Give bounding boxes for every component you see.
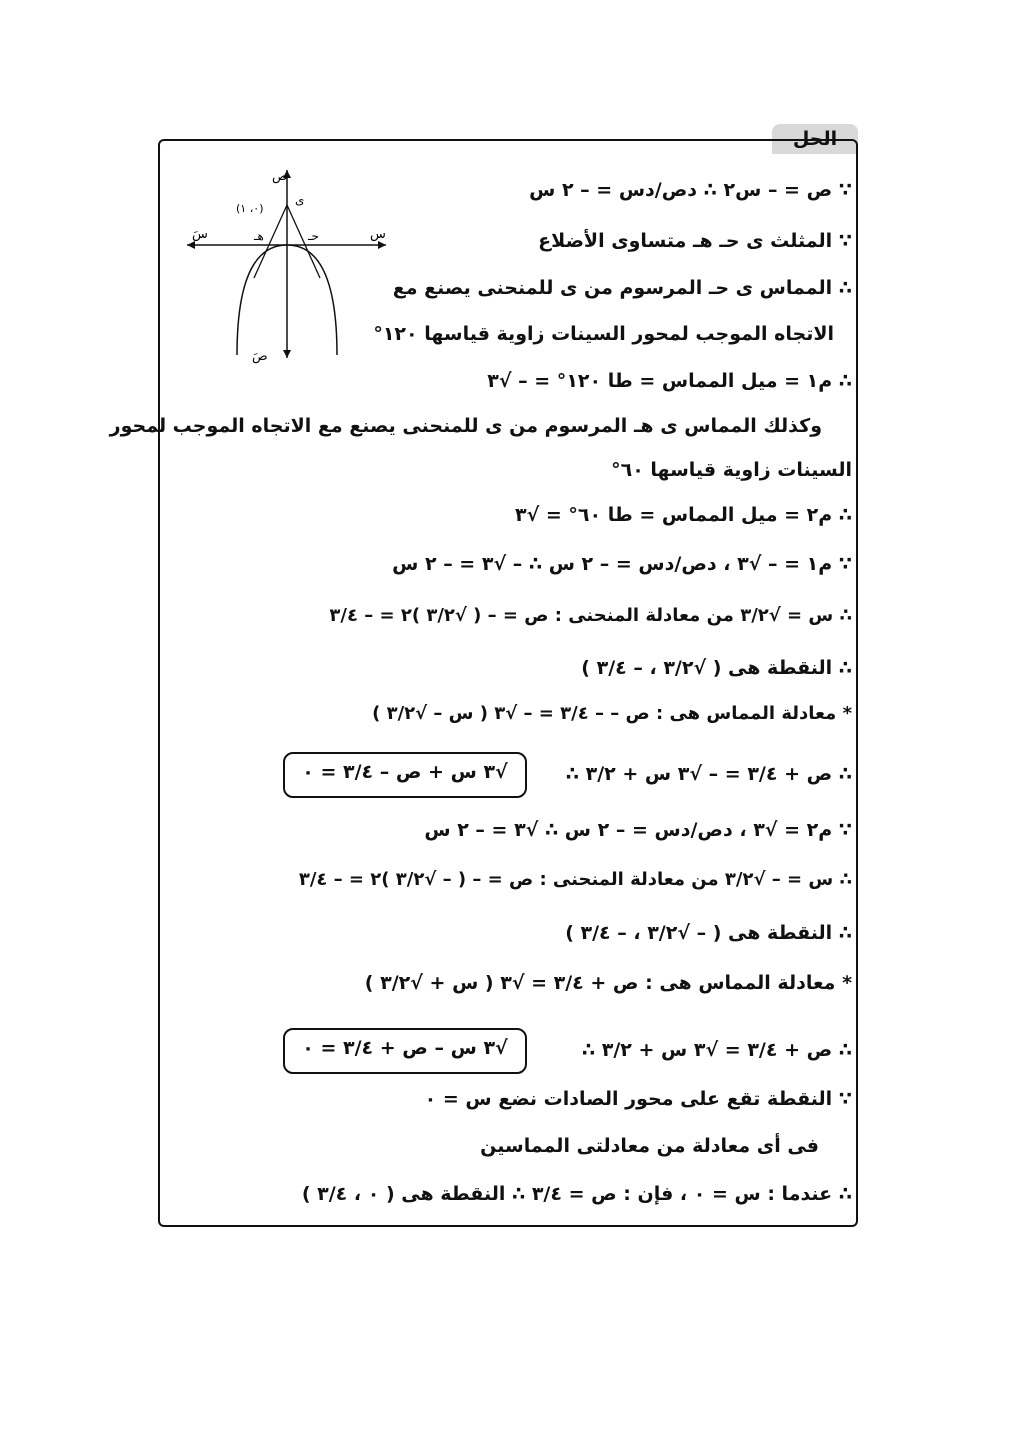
solution-line: وكذلك المماس ى هـ المرسوم من ى للمنحنى يصنع مع الاتجاه الموجب لمحور: [109, 415, 822, 437]
solution-line: السينات زاوية قياسها ٦٠°: [611, 459, 852, 481]
solution-line: * معادلة المماس هى : ص – – ٣/٤ = – √٣ ( س – √٣/٢ ): [372, 703, 852, 724]
solution-line: ∴ س = √٣/٢ من معادلة المنحنى : ص = – ( √٣/٢ )٢ = – ٣/٤: [329, 605, 852, 626]
y-axis-label: ص: [272, 169, 288, 184]
solution-line: ∴ النقطة هى ( √٣/٢ ، – ٣/٤ ): [581, 657, 852, 679]
solution-line: ∴ م٢ = ميل المماس = طا ٦٠° = √٣: [514, 504, 852, 526]
point-c-label: حـ: [308, 229, 319, 243]
solution-line: ∴ النقطة هى ( – √٣/٢ ، – ٣/٤ ): [565, 922, 852, 944]
solution-line: ∵ المثلث ى حـ هـ متساوى الأضلاع: [538, 230, 852, 252]
x-axis-label: س: [370, 227, 386, 242]
solution-line: فى أى معادلة من معادلتى المماسين: [480, 1135, 819, 1157]
y-axis-neg-label: صَ: [252, 349, 268, 364]
solution-line: * معادلة المماس هى : ص + ٣/٤ = √٣ ( س + √٣/٢ ): [364, 972, 852, 994]
solution-line: ∵ م١ = – √٣ ، دص/دس = – ٢ س ∴ – √٣ = – ٢ س: [392, 553, 852, 575]
solution-line: ∴ المماس ى حـ المرسوم من ى للمنحنى يصنع مع: [392, 277, 852, 299]
solution-line: ∴ س = – √٣/٢ من معادلة المنحنى : ص = – ( – √٣/٢ )٢ = – ٣/٤: [298, 869, 852, 890]
parabola-figure: [182, 160, 392, 365]
solution-line: ∵ النقطة تقع على محور الصادات نضع س = ٠: [424, 1088, 852, 1110]
x-axis-neg-label: سَ: [192, 227, 208, 242]
vertex-coord-label: (٠، ١): [236, 202, 264, 215]
solution-line: ∵ م٢ = √٣ ، دص/دس = – ٢ س ∴ √٣ = – ٢ س: [424, 819, 852, 841]
solution-line: ∴ ص + ٣/٤ = √٣ س + ٣/٢ ∴: [581, 1039, 852, 1061]
point-h-label: هـ: [254, 229, 264, 243]
solution-line: ∴ عندما : س = ٠ ، فإن : ص = ٣/٤ ∴ النقطة هى ( ٠ ، ٣/٤ ): [301, 1183, 852, 1205]
boxed-tangent-equation-1: √٣ س + ص – ٣/٤ = ٠: [283, 752, 527, 798]
solution-tab: الحل: [772, 124, 858, 154]
solution-line: ∴ م١ = ميل المماس = طا ١٢٠° = – √٣: [487, 370, 852, 392]
boxed-tangent-equation-2: √٣ س – ص + ٣/٤ = ٠: [283, 1028, 527, 1074]
vertex-label: ى: [295, 193, 305, 207]
solution-line: ∵ ص = – س٢ ∴ دص/دس = – ٢ س: [529, 179, 852, 201]
solution-line: الاتجاه الموجب لمحور السينات زاوية قياسها ١٢٠°: [373, 323, 834, 345]
solution-line: ∴ ص + ٣/٤ = – √٣ س + ٣/٢ ∴: [565, 763, 852, 785]
